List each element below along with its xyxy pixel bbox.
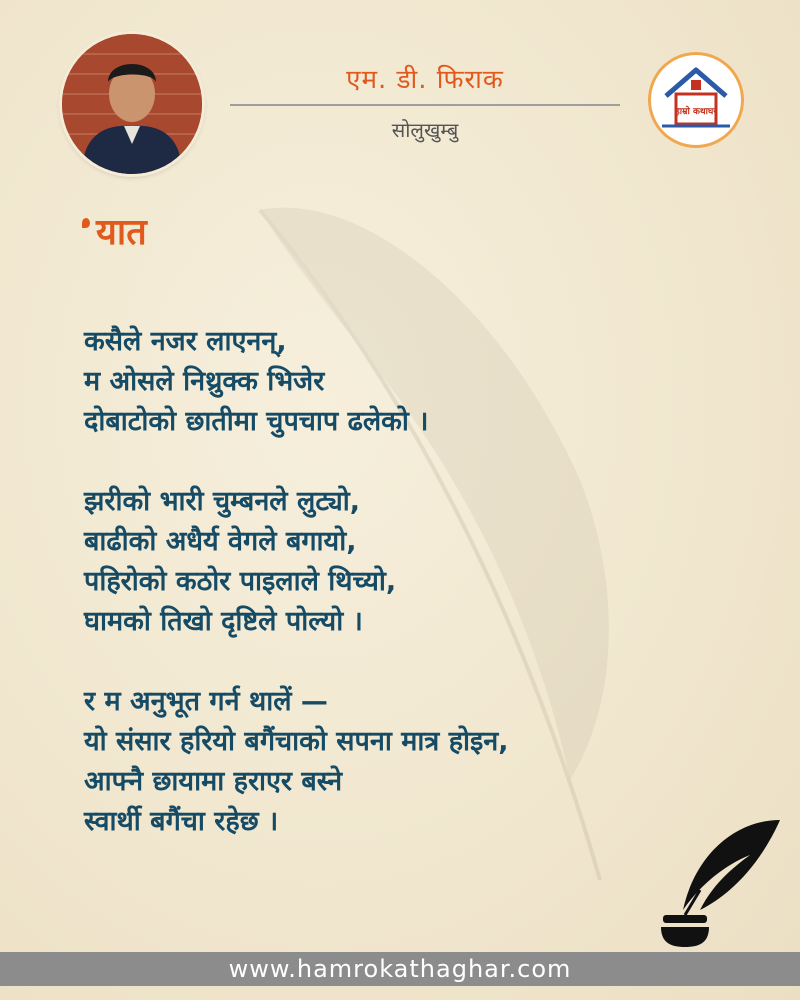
- logo-text: हाम्रो कथाघर: [675, 107, 717, 117]
- poem-line: यो संसार हरियो बगैंचाको सपना मात्र होइन,: [84, 726, 509, 757]
- poem-line: स्वार्थी बगैंचा रहेछ ।: [84, 806, 279, 837]
- footer-bar: [0, 952, 800, 986]
- author-photo-icon: [62, 34, 202, 174]
- stanza: [84, 482, 724, 642]
- house-logo-icon: [648, 52, 744, 148]
- poem-line: दोबाटोको छातीमा चुपचाप ढलेको ।: [84, 406, 429, 437]
- author-photo: [62, 34, 202, 174]
- poem-body: [84, 322, 724, 882]
- poem-line: घामको तिखो दृष्टिले पोल्यो ।: [84, 606, 363, 637]
- stanza: [84, 322, 724, 442]
- poem-title: यात: [96, 212, 147, 253]
- poem-line: पहिरोको कठोर पाइलाले थिच्यो,: [84, 566, 397, 597]
- poem-line: आफ्नै छायामा हराएर बस्ने: [84, 766, 343, 797]
- stanza: [84, 682, 724, 842]
- poem-line: कसैले नजर लाएनन्,: [84, 326, 287, 357]
- quill-inkpot-icon: [655, 815, 785, 950]
- author-place: सोलुखुम्बु: [391, 118, 459, 142]
- poem-line: र म अनुभूत गर्न थालें —: [84, 686, 328, 717]
- title-bullet-icon: [82, 218, 90, 228]
- poem-line: म ओसले निथ्रुक्क भिजेर: [84, 366, 325, 397]
- poem-line: बाढीको अधैर्य वेगले बगायो,: [84, 526, 357, 557]
- author-name: एम. डी. फिराक: [346, 65, 504, 95]
- poem-line: झरीको भारी चुम्बनले लुट्यो,: [84, 486, 360, 517]
- footer-url-link[interactable]: www.hamrokathaghar.com: [228, 955, 572, 983]
- header-divider: [230, 104, 620, 106]
